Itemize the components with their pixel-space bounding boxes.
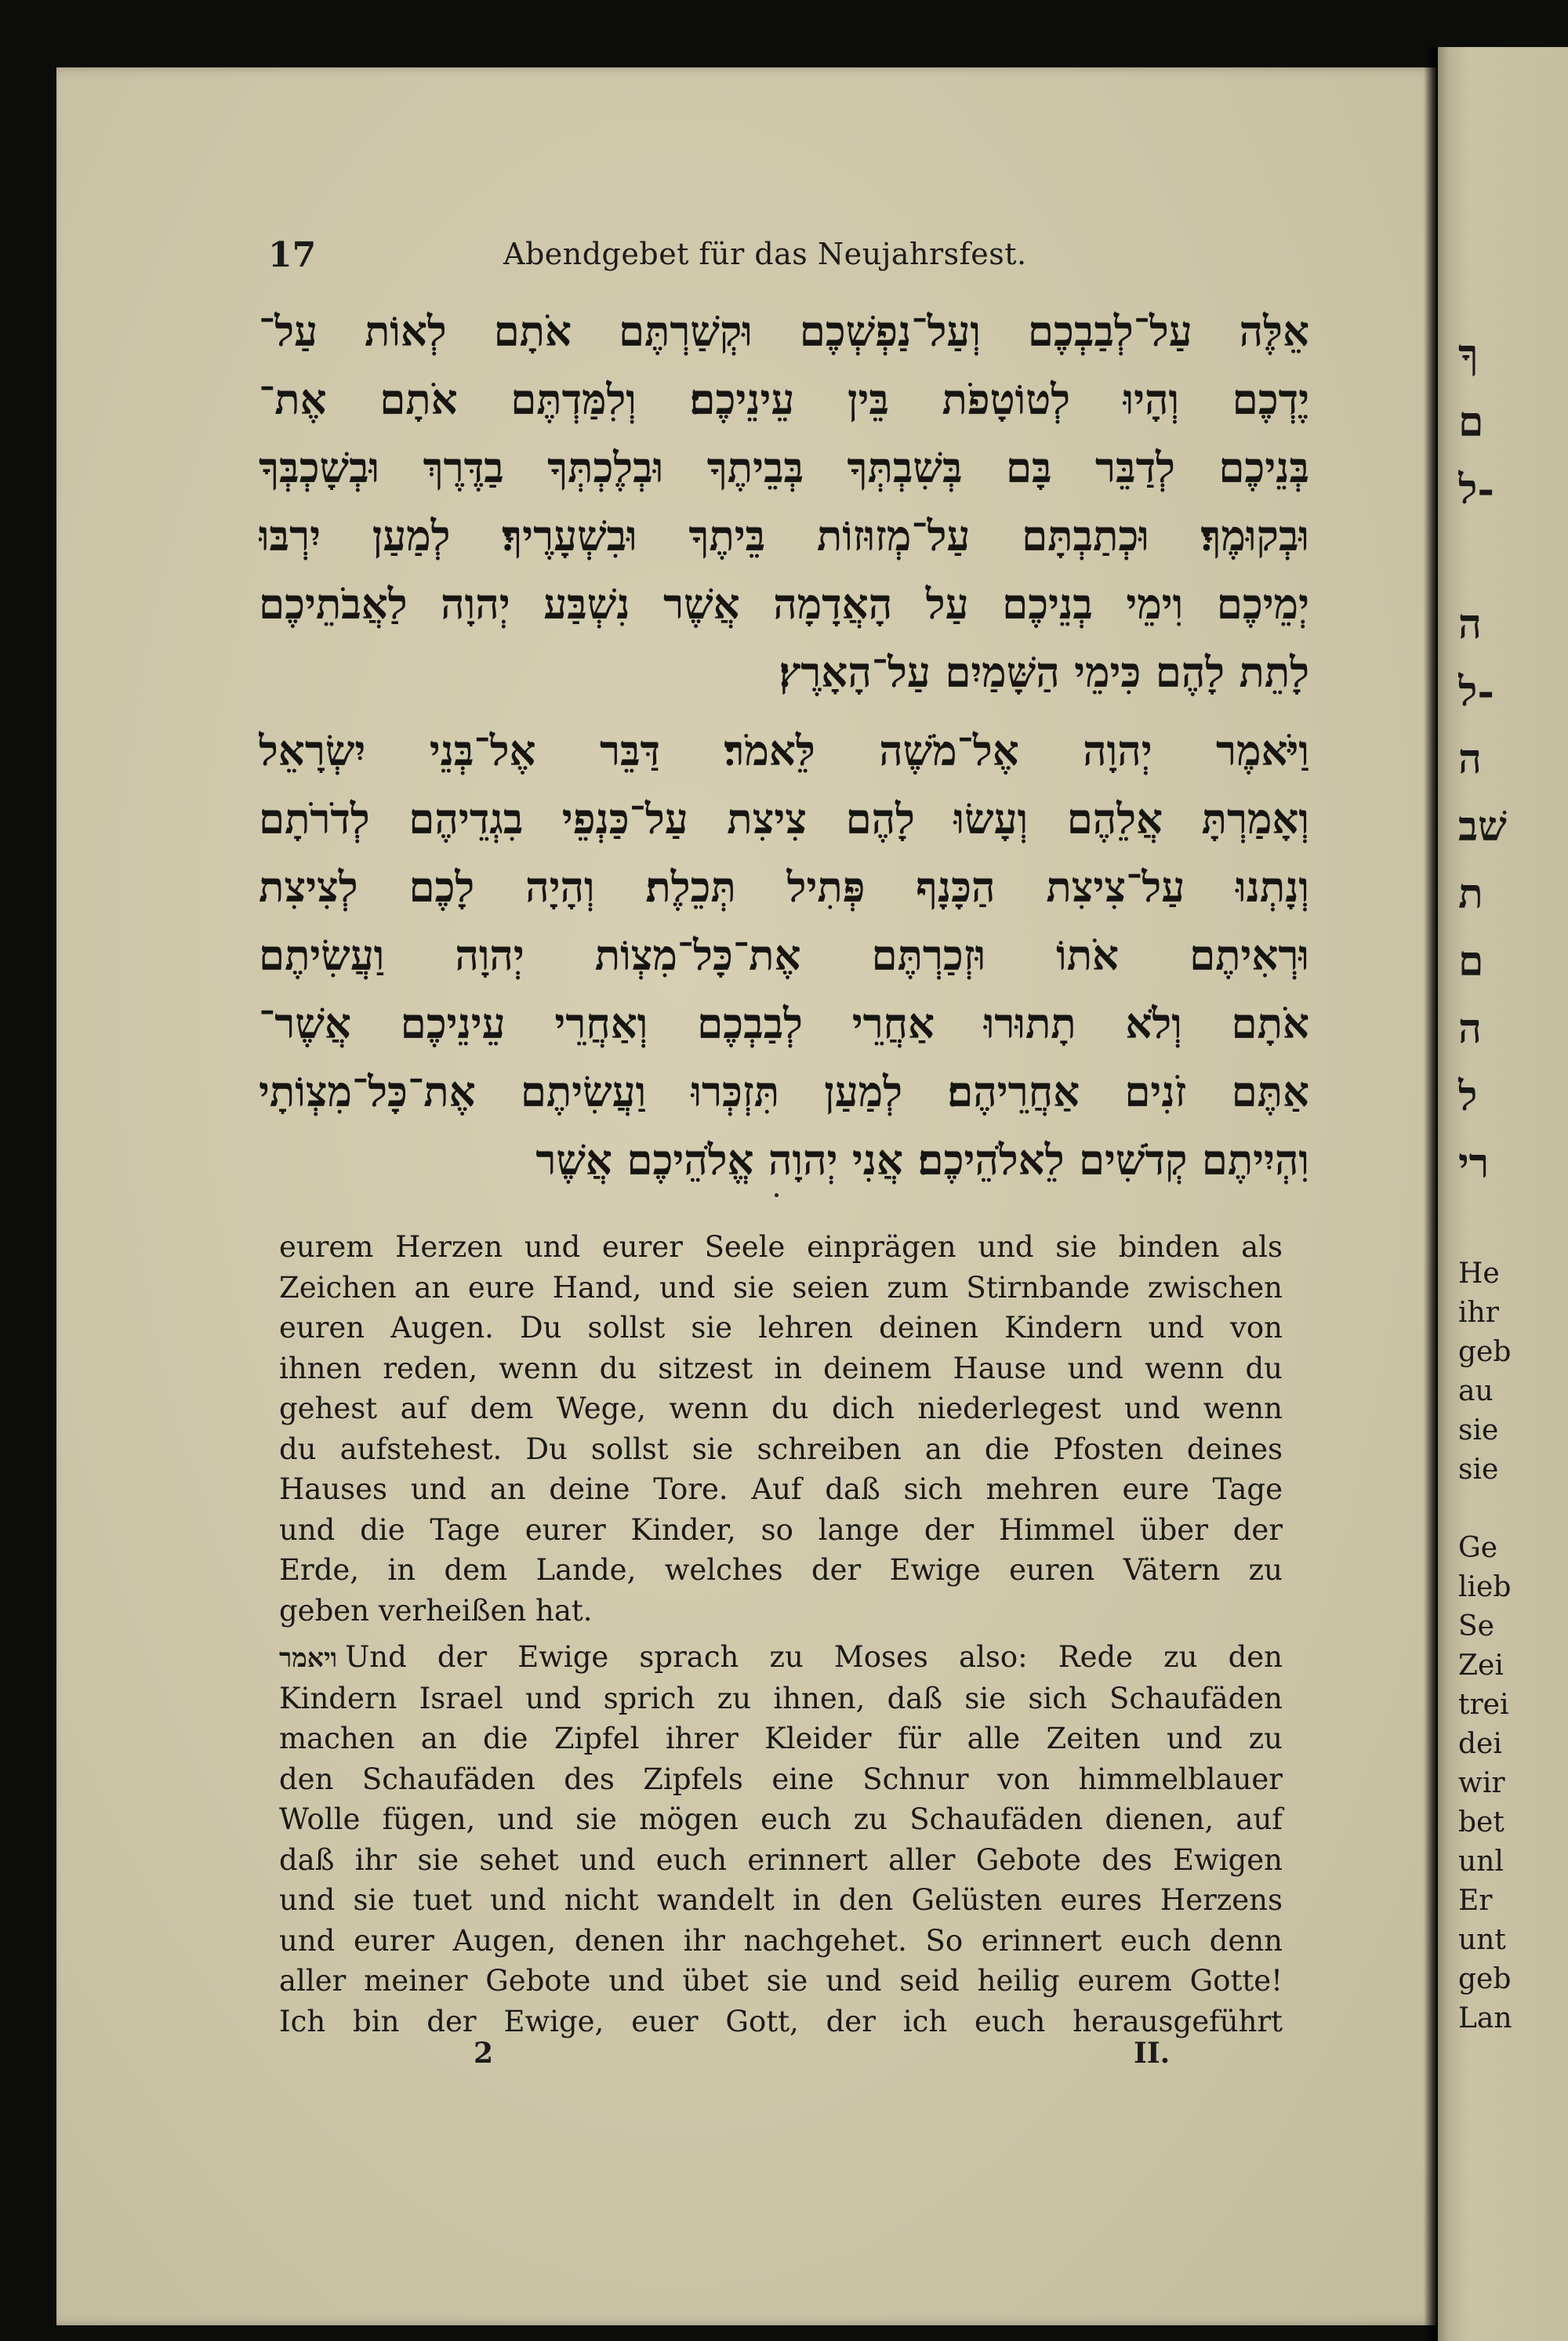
fragment: sie [1458,1414,1499,1446]
german-line: euren Augen. Du sollst sie lehren deinen Kindern und von [279,1311,1283,1345]
signature-mark: 2 [474,2037,494,2070]
fragment: Er [1458,1885,1493,1917]
facing-page-hebrew-fragments [1458,321,1568,1198]
page-header [268,235,1287,282]
fragment: ם [1458,398,1484,446]
fragment: He [1458,1258,1500,1290]
hebrew-keyword-marker: ויאמר [279,1642,338,1673]
hebrew-line: וִהְיִיתֶם קְדֹשִׁים לֵאלֹהֵיכֶם׃ אֲנִי יְהוָה אֱלֹהֵיכֶם אֲשֶׁר [535,1136,1309,1185]
german-paragraph-2 [279,1637,1283,2042]
facing-page-german-fragments [1458,1254,1568,2038]
german-line: Hauses und an deine Tore. Auf daß sich mehren eure Tage [279,1472,1283,1506]
german-line: und eurer Augen, denen ihr nachgehet. So erinnert euch denn [279,1923,1283,1958]
fragment: Zei [1458,1650,1504,1682]
page-number: 17 [268,235,317,275]
fragment: Ge [1458,1532,1498,1564]
fragment: sie [1458,1454,1499,1486]
fragment: unt [1458,1924,1506,1956]
german-line: gehest auf dem Wege, wenn du dich niederlegest und wenn [279,1392,1283,1425]
sheet-mark: II. [1134,2037,1171,2070]
hebrew-line: וְאָמַרְתָּ אֲלֵהֶם וְעָשׂוּ לָהֶם צִיצִת עַל־כַּנְפֵי בִגְדֵיהֶם לְדֹרֹתָם [259,795,1309,844]
german-line: du aufstehest. Du sollst sie schreiben an die Pfosten deines [279,1432,1283,1466]
german-line: machen an die Zipfel ihrer Kleider für alle Zeiten und zu [279,1722,1283,1755]
fragment: dei [1458,1728,1502,1760]
hebrew-line: וְנָתְנוּ עַל־צִיצִת הַכָּנָף פְּתִיל תְּכֵלֶת׃ וְהָיָה לָכֶם לְצִיצִת [259,863,1309,912]
fragment: wir [1458,1767,1505,1799]
fragment: ihr [1458,1297,1499,1329]
fragment: ם [1458,938,1484,985]
fragment: -ל [1458,668,1494,716]
german-line: aller meiner Gebote und übet sie und seid heilig eurem Gotte! [279,1964,1283,1998]
fragment: -ל [1458,466,1494,514]
german-line: Kindern Israel und sprich zu ihnen, daß sie sich Schaufäden [279,1681,1283,1715]
hebrew-paragraph-1 [259,298,1309,707]
fragment: ה [1458,735,1482,783]
fragment: ת [1458,870,1483,918]
hebrew-line: אֵלֶּה עַל־לְבַבְכֶם וְעַל־נַפְשְׁכֶם וּקְשַׁרְתֶּם אֹתָם לְאוֹת עַל־ [259,307,1309,356]
fragment: geb [1458,1963,1512,1995]
fragment: Se [1458,1610,1494,1642]
hebrew-line: וַיֹּאמֶר יְהוָה אֶל־מֹשֶׁה לֵּאמֹר׃ דַּבֵּר אֶל־בְּנֵי יִשְׂרָאֵל [259,727,1309,775]
page-footer [268,2037,1287,2076]
hebrew-line: וּבְקוּמֶךָ׃ וּכְתַבְתָּם עַל־מְזוּזוֹת בֵּיתֶךָ וּבִשְׁעָרֶיךָ׃ לְמַעַן יִרְבּוּ [259,512,1309,561]
german-line: eurem Herzen und eurer Seele einprägen und sie binden als [279,1230,1283,1264]
fragment: unl [1458,1846,1504,1878]
hebrew-line: אַתֶּם זֹנִים אַחֲרֵיהֶם׃ לְמַעַן תִּזְכְּרוּ וַעֲשִׂיתֶם אֶת־כָּל־מִצְוֹתָי [259,1068,1309,1116]
fragment [1458,1490,1568,1529]
fragment: רי [1458,1140,1490,1188]
german-paragraph-1 [279,1227,1283,1631]
fragment: bet [1458,1806,1504,1838]
fragment: au [1458,1375,1494,1407]
german-line: und die Tage eurer Kinder, so lange der Himmel über der [279,1512,1283,1547]
german-line: geben verheißen hat. [279,1593,593,1628]
fragment: lieb [1458,1571,1512,1603]
hebrew-line: וּרְאִיתֶם אֹתוֹ וּזְכַרְתֶּם אֶת־כָּל־מִצְוֹת יְהוָה וַעֲשִׂיתֶם [259,931,1309,980]
hebrew-line: לָתֵת לָהֶם כִּימֵי הַשָּׁמַיִם עַל־הָאָרֶץ׃ [779,648,1309,697]
fragment: ה [1458,601,1482,648]
fragment: ה [1458,1005,1482,1053]
running-title: Abendgebet für das Neujahrsfest. [503,237,1027,271]
german-line: ihnen reden, wenn du sitzest in deinem Hause und wenn du [279,1351,1283,1385]
verse-separator-dot [775,1193,779,1197]
hebrew-line: בְּנֵיכֶם לְדַבֵּר בָּם בְּשִׁבְתְּךָ בְּבֵיתֶךָ וּבְלֶכְתְּךָ בַדֶּרֶךְ וּבְשָׁכְבְּךָ [259,444,1309,492]
fragment [1458,524,1568,591]
german-line: Erde, in dem Lande, welches der Ewige euren Vätern zu [279,1553,1283,1587]
german-line: den Schaufäden des Zipfels eine Schnur von himmelblauer [279,1762,1283,1796]
german-line: Wolle fügen, und sie mögen euch zu Schaufäden dienen, auf [279,1802,1283,1836]
fragment: שׁב [1458,803,1507,851]
hebrew-paragraph-2 [259,717,1309,1195]
german-line: und sie tuet und nicht wandelt in den Gelüsten eures Herzens [279,1883,1283,1917]
fragment: Lan [1458,2002,1512,2034]
hebrew-line: יֶדְכֶם וְהָיוּ לְטוֹטָפֹת בֵּין עֵינֵיכֶם׃ וְלִמַּדְתֶּם אֹתָם אֶת־ [259,376,1309,424]
german-line-first [279,1637,1283,1679]
german-line-text: Und der Ewige sprach zu Moses also: Rede zu den [345,1640,1283,1674]
german-line: daß ihr sie sehet und euch erinnert aller Gebote des Ewigen [279,1842,1283,1877]
hebrew-line: יְמֵיכֶם וִימֵי בְנֵיכֶם עַל הָאֲדָמָה אֲשֶׁר נִשְׁבַּע יְהוָה לַאֲבֹתֵיכֶם [259,580,1309,629]
hebrew-line: אֹתָם וְלֹא תָתוּרוּ אַחֲרֵי לְבַבְכֶם וְאַחֲרֵי עֵינֵיכֶם אֲשֶׁר־ [259,1000,1309,1048]
fragment: trei [1458,1689,1509,1721]
german-line: Zeichen an eure Hand, und sie seien zum Stirnbande zwischen [279,1270,1283,1305]
german-line: Ich bin der Ewige, euer Gott, der ich euch herausgeführt [279,2004,1283,2038]
fragment: geb [1458,1336,1512,1368]
fragment: ל [1458,1073,1478,1120]
fragment: ךָ [1458,331,1479,379]
